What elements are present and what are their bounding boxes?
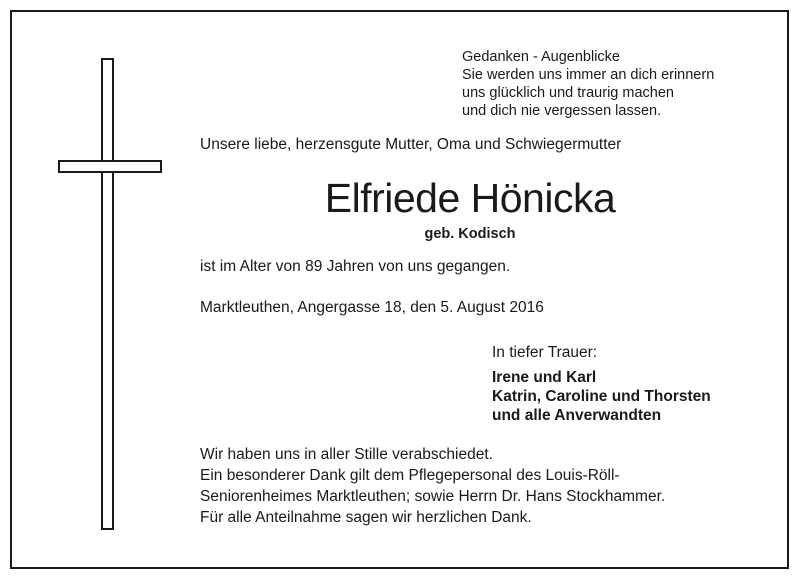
poem-line: Sie werden uns immer an dich erinnern (462, 67, 715, 83)
maiden-name: geb. Kodisch (424, 226, 516, 242)
age-text: ist im Alter von 89 Jahren von uns gegangen. (200, 258, 511, 275)
poem-line: und dich nie vergessen lassen. (462, 103, 662, 119)
poem (462, 48, 714, 120)
mourners-block (492, 343, 711, 425)
mourner-name: Katrin, Caroline und Thorsten (492, 388, 711, 405)
closing-line: Ein besonderer Dank gilt dem Pflegepersonal des Louis-Röll- (200, 467, 620, 484)
cross-vertical-beam (101, 58, 114, 530)
poem-line: uns glücklich und traurig machen (462, 85, 674, 101)
cross-joint (103, 162, 112, 171)
mourners-names (492, 368, 711, 425)
mourner-name: und alle Anverwandten (492, 407, 662, 424)
closing-text (200, 444, 665, 528)
deceased-name: Elfriede Hönicka (324, 175, 616, 221)
closing-line: Seniorenheimes Marktleuthen; sowie Herrn Dr. Hans Stockhammer. (200, 488, 666, 505)
place-date: Marktleuthen, Angergasse 18, den 5. August 2016 (200, 299, 544, 316)
mourners-label: In tiefer Trauer: (492, 344, 598, 361)
closing-line: Wir haben uns in aller Stille verabschiedet. (200, 446, 493, 463)
poem-line: Gedanken - Augenblicke (462, 49, 620, 65)
closing-line: Für alle Anteilnahme sagen wir herzlichen Dank. (200, 509, 532, 526)
intro-text: Unsere liebe, herzensgute Mutter, Oma und Schwiegermutter (200, 136, 622, 153)
mourner-name: Irene und Karl (492, 369, 597, 386)
